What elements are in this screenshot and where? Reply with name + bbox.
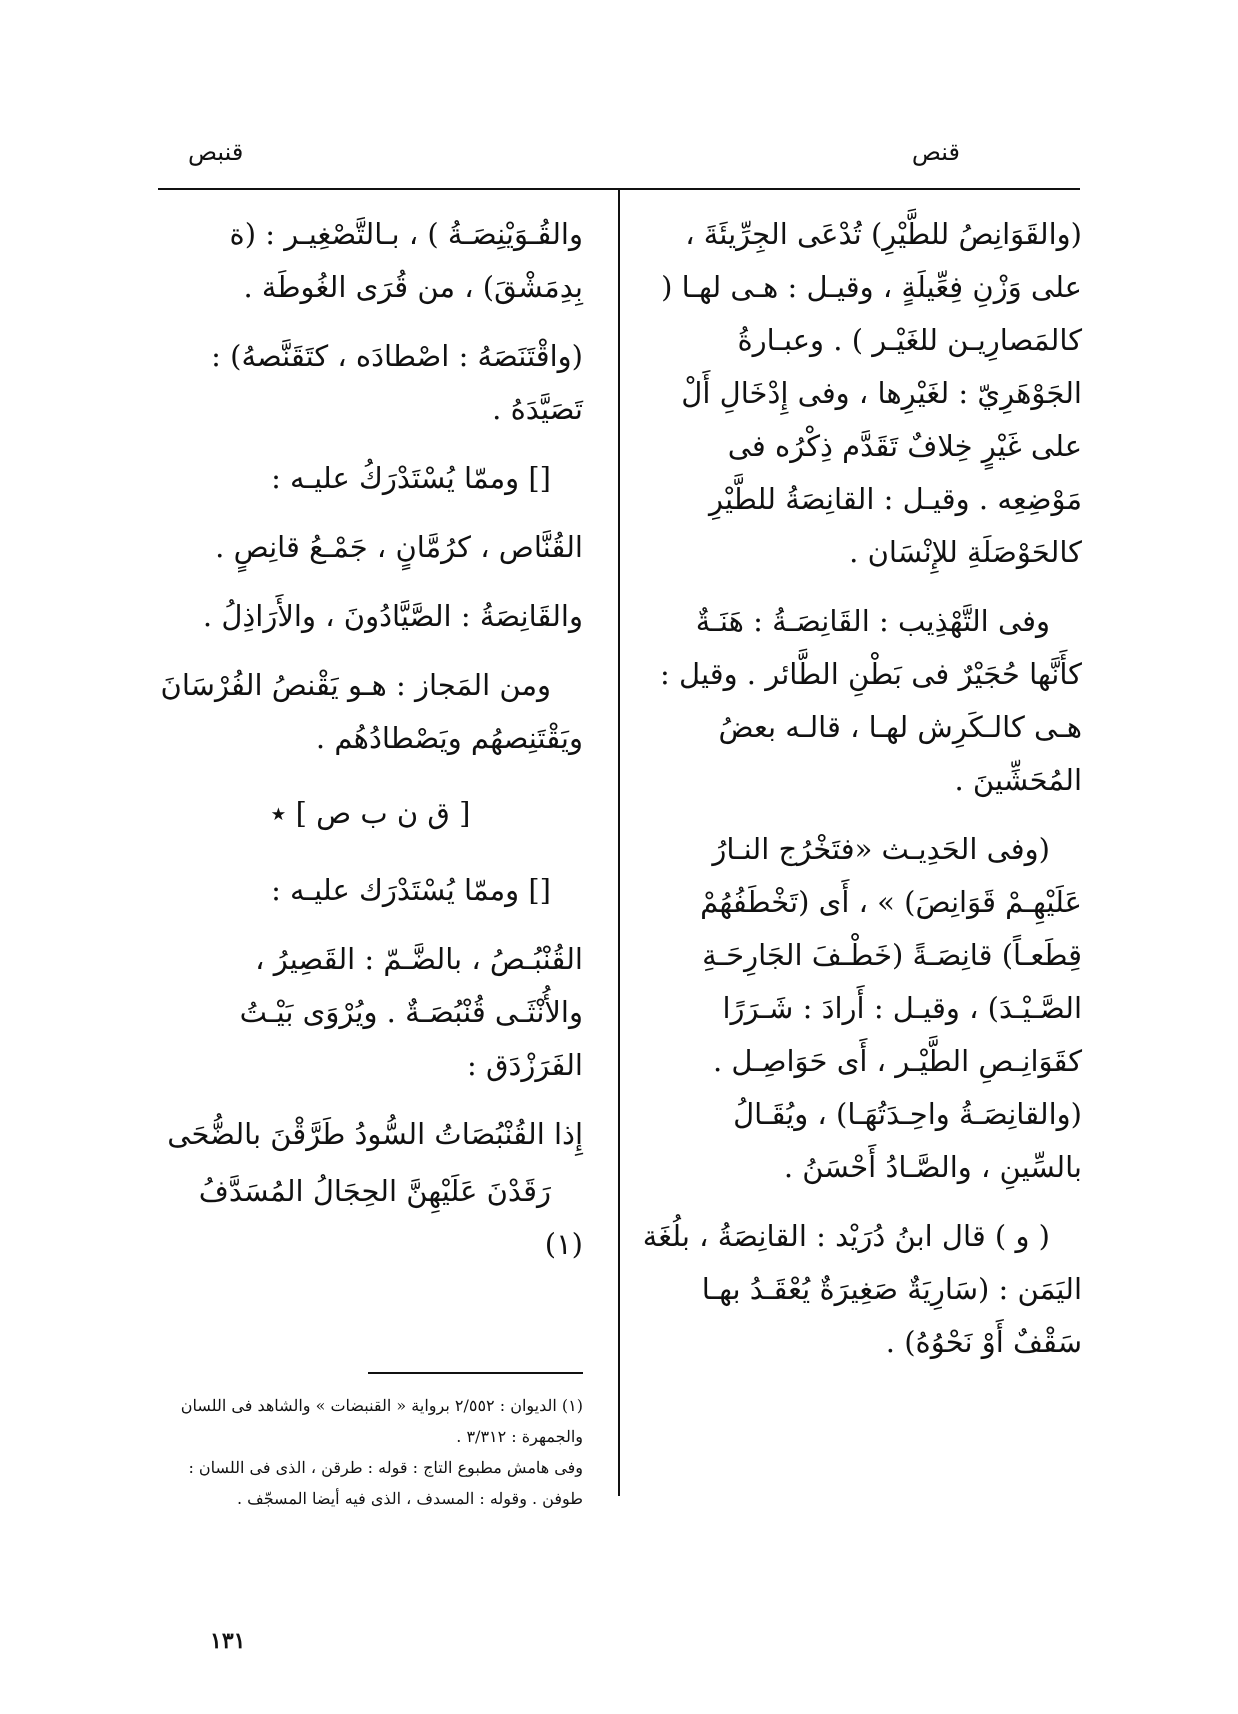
addendum-heading: [] وممّا يُسْتَدْرَك عليـه : [271,873,551,907]
entry-paragraph: (واقْتَنَصَهُ : اصْطادَه ، كتَقَنَّصهُ) : تَصَيَّدَهُ . [211,339,583,426]
entry-paragraph: ومن المَجاز : هـو يَقْنصُ الفُرْسَانَ ويَقْتَنِصهُم ويَصْطادُهُم . [160,668,583,755]
page-number: ١٣١ [210,1628,246,1654]
verse-line: إِذا القُنْبُصَاتُ السُّودُ طَرَّقْنَ بالضُّحَى [167,1117,583,1151]
left-column [158,208,583,1271]
entry-paragraph: وفى التَّهْذِيب : القَانِصَـةُ : هَنَـةٌ كأَنَّها حُجَيْرٌ فى بَطْنِ الطَّائر . وقيل : هـى كالـكَرِش لهـا ، قالـه بعضُ المُحَشِّينَ . [660,604,1082,797]
header-next-root-word: قنبص [188,138,244,166]
right-column [642,208,1082,1385]
entry-paragraph: ( و ) قال ابنُ دُرَيْد : القانِصَةُ ، بلُغَة اليَمَن : (سَارِيَةٌ صَغِيرَةٌ يُعْقَـدُ بهـا سَقْفٌ أَوْ نَحْوُهُ) . [642,1219,1082,1359]
entry-paragraph: والقَانِصَةُ : الصَّيَّادُونَ ، والأَرَاذِلُ . [202,599,583,633]
column-divider [618,188,620,1496]
entry-paragraph: (وفى الحَدِيـث «فتَخْرُج النـارُ عَلَيْهِـمْ قَوَانِصَ) » ، أَى (تَخْطَفُهُمْ قِطَعـاً) قانِصَـةً (خَطْـفَ الجَارِحَـةِ الصَّـيْـدَ) ، وقيـل : أَرادَ : شَـرَرًا كقَوَانِـصِ الطَّيْـر ، أَى حَوَاصِـل . (والقانِصَـةُ واحِـدَتُهَـا) ، ويُقَـالُ بالسِّينِ ، والصَّـادُ أَحْسَنُ . [700,832,1082,1184]
entry-paragraph: والقُـوَيْنِصَـةُ ) ، بـالتَّصْغِيـر : (ة بِدِمَشْقَ) ، من قُرَى الغُوطَة . [229,217,583,304]
root-section-heading: [ ق ن ب ص ] ٭ [270,796,471,830]
entry-paragraph: القُنْبُـصُ ، بالضَّـمّ : القَصِيرُ ، والأُنْثَـى قُنْبُصَـةٌ . ويُرْوَى بَيْـتُ الفَرَزْدَق : [239,942,583,1082]
entry-paragraph: (والقَوَانِصُ للطَّيْرِ) تُدْعَى الجِرِّيئَةَ ، على وَزْنِ فِعِّيلَةٍ ، وقيـل : هـى لهـا ( كالمَصارِيـن للغَيْـر ) . وعبـارةُ الجَوْهَرِيّ : لغَيْرِها ، وفى إِدْخَالِ أَلْ على غَيْرٍ خِلافٌ تَقَدَّم ذِكْرُه فى مَوْضِعِه . وقيـل : القانِصَةُ للطَّيْرِ كالحَوْصَلَةِ للإِنْسَان . [661,217,1082,569]
header-root-word: قنص [911,138,960,166]
footnote-line: (١) الديوان : ٢/٥٥٢ برواية « القنبضات » والشاهد فى اللسان والجمهرة : ٣/٣١٢ . [180,1396,583,1446]
addendum-heading: [] وممّا يُسْتَدْرَكُ عليـه : [271,461,551,495]
footnote-line: وفى هامش مطبوع التاج : قوله : طرقن ، الذى فى اللسان : طوفن . وقوله : المسدف ، الذى فيه أيضا المسجّف . [188,1458,583,1508]
footnote-rule [368,1372,583,1374]
footnotes [158,1390,583,1514]
verse-line: رَقَدْنَ عَلَيْهِنَّ الحِجَالُ المُسَدَّفُ (١) [198,1174,583,1261]
entry-paragraph: القُنَّاص ، كرُمَّانٍ ، جَمْـعُ قانِصٍ . [215,530,583,564]
